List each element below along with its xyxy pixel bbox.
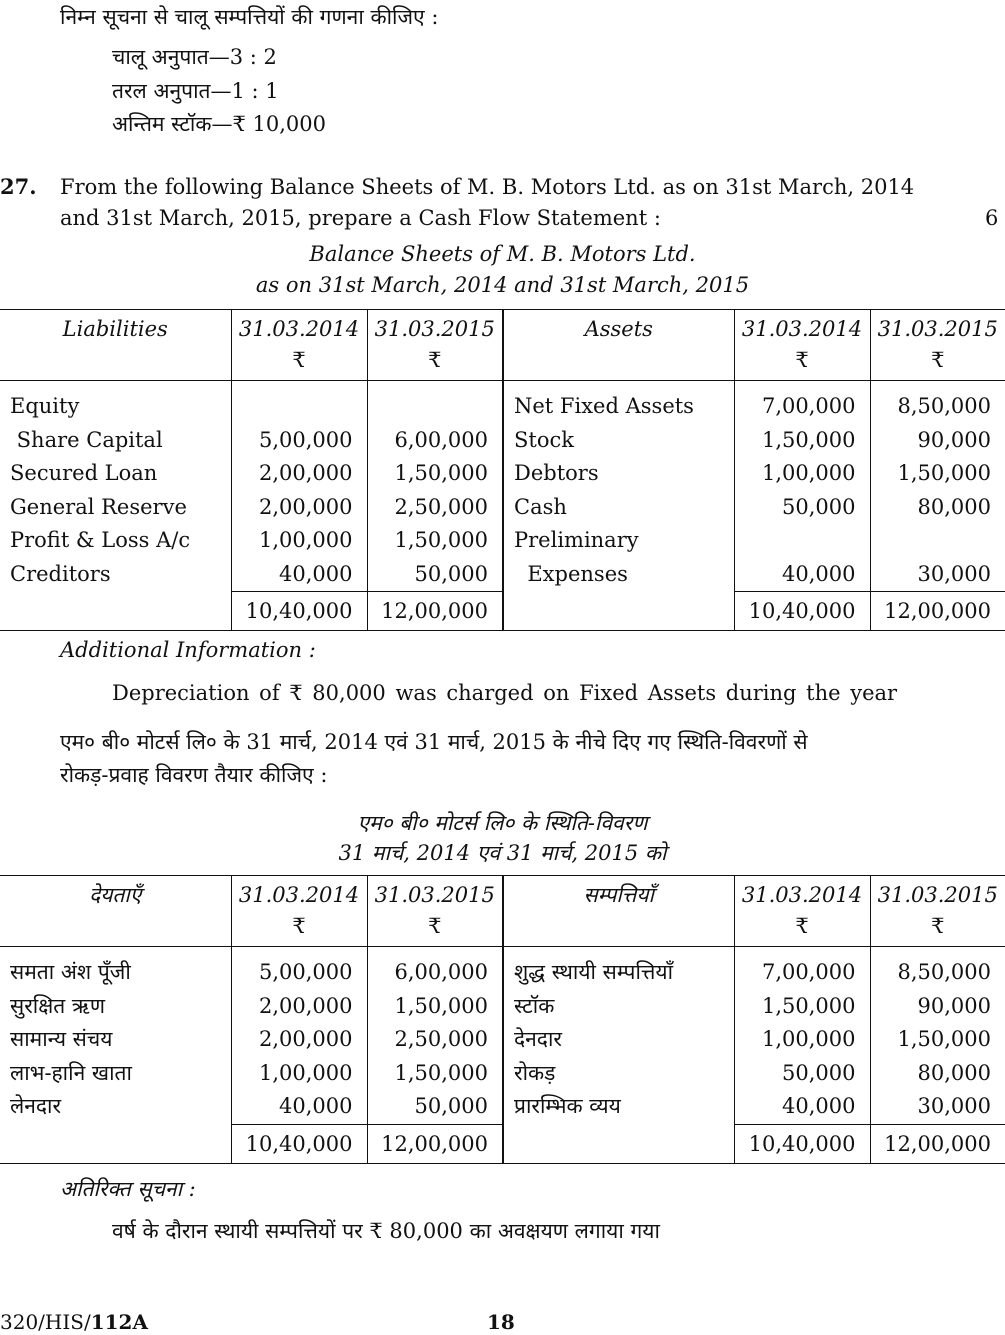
hindi-table-title-2: 31 मार्च, 2014 एवं 31 मार्च, 2015 को (338, 841, 667, 865)
asset-label: Cash (514, 494, 567, 519)
asset-value-2014: 50,000 (782, 494, 856, 519)
hi-assets-column (503, 947, 734, 1125)
header-asset-date-2014: 31.03.2014 ₹ (734, 310, 870, 381)
liability-value-2014: 2,00,000 (258, 461, 353, 485)
liability-value-2014: 1,00,000 (258, 528, 353, 552)
hi-liabilities-2014-column (231, 947, 367, 1125)
liability-label: Share Capital (10, 427, 163, 452)
liability-label: General Reserve (10, 494, 187, 519)
hi-assets-2014-column (734, 947, 870, 1125)
asset-value-2015 (871, 524, 992, 558)
liability-value-2015: 2,50,000 (394, 494, 488, 519)
liability-label: सामान्य संचय (10, 1027, 113, 1051)
hi-additional-info-heading: अतिरिक्त सूचना : (60, 1177, 196, 1201)
liability-value-2015 (368, 390, 489, 424)
hi-additional-info-text: वर्ष के दौरान स्थायी सम्पत्तियों पर ₹ 80,000 का अवक्षयण लगाया गया (112, 1219, 660, 1243)
asset-label: Preliminary (514, 528, 639, 552)
header-liabilities: Liabilities (0, 310, 231, 381)
asset-label: स्टॉक (514, 993, 555, 1018)
liability-value-2015: 1,50,000 (394, 461, 488, 485)
asset-value-2015: 80,000 (917, 1060, 991, 1085)
hi-liabilities-2015-column (367, 947, 503, 1125)
liability-value-2015: 2,50,000 (394, 1027, 488, 1051)
assets-column (503, 381, 734, 592)
asset-value-2014: 1,00,000 (761, 1027, 856, 1051)
hi-total-label-blank (0, 1124, 231, 1163)
asset-value-2014: 40,000 (782, 561, 856, 586)
hi-header-asset-date-2015: 31.03.2015 ₹ (877, 883, 998, 938)
liability-value-2014: 2,00,000 (258, 993, 353, 1018)
hi-total-asset-label-blank (503, 1124, 734, 1163)
liabilities-2015-column (367, 381, 503, 592)
asset-value-2015: 30,000 (917, 1094, 991, 1118)
hi-total-asset-2015: 12,00,000 (870, 1124, 1005, 1163)
liabilities-2014-column (231, 381, 367, 592)
hi-liabilities-column (0, 947, 231, 1125)
current-ratio-item: चालू अनुपात—3 : 2 (112, 45, 277, 69)
liability-value-2015: 1,50,000 (394, 1060, 488, 1085)
asset-value-2015: 80,000 (917, 494, 991, 519)
header-asset-date-2015: 31.03.2015 ₹ (877, 317, 998, 372)
english-balance-sheet (0, 309, 1005, 631)
paper-code: 320/HIS/112A (0, 1310, 148, 1334)
liability-value-2015: 6,00,000 (394, 960, 488, 984)
hindi-table-title-1: एम० बी० मोटर्स लि० के स्थिति-विवरण (357, 811, 648, 835)
hi-total-liab-2015: 12,00,000 (367, 1124, 503, 1163)
liability-value-2014 (232, 390, 353, 424)
liability-value-2015: 6,00,000 (394, 427, 488, 452)
asset-value-2014: 7,00,000 (761, 394, 856, 418)
closing-stock-item: अन्तिम स्टॉक—₹ 10,000 (112, 112, 326, 136)
header-liab-date-2014: 31.03.2014 ₹ (231, 310, 367, 381)
additional-info-heading: Additional Information : (60, 638, 316, 662)
asset-value-2014: 1,50,000 (761, 993, 856, 1018)
hi-header-assets: सम्पत्तियाँ (503, 876, 734, 947)
hi-assets-2015-column (870, 947, 1005, 1125)
liability-value-2014: 5,00,000 (258, 960, 353, 984)
hindi-balance-sheet (0, 875, 1005, 1164)
hindi-instruction-line: निम्न सूचना से चालू सम्पत्तियों की गणना कीजिए : (60, 5, 439, 29)
asset-value-2015: 90,000 (917, 427, 991, 452)
asset-value-2015: 30,000 (917, 561, 991, 586)
total-label-blank (0, 592, 231, 631)
asset-value-2015: 1,50,000 (897, 461, 991, 485)
asset-label: Stock (514, 427, 574, 452)
asset-value-2015: 8,50,000 (897, 394, 991, 418)
liability-label: सुरक्षित ऋण (10, 993, 106, 1018)
header-assets: Assets (503, 310, 734, 381)
liabilities-column (0, 381, 231, 592)
asset-label: शुद्ध स्थायी सम्पत्तियाँ (514, 960, 674, 984)
asset-value-2014: 40,000 (782, 1094, 856, 1118)
liability-label: Profit & Loss A/c (10, 528, 191, 552)
assets-2014-column (734, 381, 870, 592)
total-liab-2014: 10,40,000 (231, 592, 367, 631)
liability-value-2014: 1,00,000 (258, 1060, 353, 1085)
question-number: 27. (0, 174, 37, 199)
asset-value-2014: 7,00,000 (761, 960, 856, 984)
liability-value-2015: 50,000 (414, 1094, 488, 1118)
english-table-title-1: Balance Sheets of M. B. Motors Ltd. (309, 242, 696, 266)
assets-2015-column (870, 381, 1005, 592)
total-asset-label-blank (503, 592, 734, 631)
hi-total-asset-2014: 10,40,000 (734, 1124, 870, 1163)
additional-info-text: Depreciation of ₹ 80,000 was charged on Fixed Assets during the year (112, 681, 898, 705)
liability-value-2015: 1,50,000 (394, 993, 488, 1018)
hindi-question-line-1: एम० बी० मोटर्स लि० के 31 मार्च, 2014 एवं 31 मार्च, 2015 के नीचे दिए गए स्थिति-विवरणों से (60, 730, 808, 754)
liability-label: लाभ-हानि खाता (10, 1060, 132, 1085)
asset-label: Expenses (514, 561, 628, 586)
liability-label: Equity (10, 394, 80, 418)
asset-value-2014: 1,50,000 (761, 427, 856, 452)
asset-value-2014 (735, 524, 856, 558)
liability-value-2014: 40,000 (279, 561, 353, 586)
asset-value-2015: 1,50,000 (897, 1027, 991, 1051)
asset-value-2014: 50,000 (782, 1060, 856, 1085)
asset-label: देनदार (514, 1027, 562, 1051)
liability-value-2014: 2,00,000 (258, 1027, 353, 1051)
liability-label: समता अंश पूँजी (10, 960, 131, 984)
liability-value-2014: 5,00,000 (258, 427, 353, 452)
liability-value-2015: 1,50,000 (394, 528, 488, 552)
liability-value-2015: 50,000 (414, 561, 488, 586)
total-asset-2015: 12,00,000 (870, 592, 1005, 631)
hindi-question-line-2: रोकड़-प्रवाह विवरण तैयार कीजिए : (60, 763, 328, 787)
asset-value-2015: 90,000 (917, 993, 991, 1018)
question-text-line-2: and 31st March, 2015, prepare a Cash Flow Statement : (60, 206, 661, 230)
liability-label: लेनदार (10, 1094, 62, 1118)
hi-header-liabilities: देयताएँ (0, 876, 231, 947)
page-number: 18 (487, 1310, 515, 1334)
english-table-title-2: as on 31st March, 2014 and 31st March, 2015 (255, 273, 750, 297)
asset-label: रोकड़ (514, 1060, 556, 1085)
hi-header-liab-date-2015: 31.03.2015 ₹ (367, 876, 503, 947)
liability-label: Creditors (10, 561, 111, 586)
header-liab-date-2015: 31.03.2015 ₹ (367, 310, 503, 381)
question-text-line-1: From the following Balance Sheets of M. B. Motors Ltd. as on 31st March, 2014 (60, 175, 915, 199)
liability-value-2014: 40,000 (279, 1094, 353, 1118)
total-liab-2015: 12,00,000 (367, 592, 503, 631)
liability-label: Secured Loan (10, 461, 158, 485)
asset-value-2014: 1,00,000 (761, 461, 856, 485)
hi-header-liab-date-2014: 31.03.2014 ₹ (231, 876, 367, 947)
asset-label: Debtors (514, 461, 599, 485)
hi-header-asset-date-2014: 31.03.2014 ₹ (734, 876, 870, 947)
liability-value-2014: 2,00,000 (258, 494, 353, 519)
asset-value-2015: 8,50,000 (897, 960, 991, 984)
asset-label: Net Fixed Assets (514, 394, 694, 418)
question-marks: 6 (985, 206, 999, 230)
total-asset-2014: 10,40,000 (734, 592, 870, 631)
hi-total-liab-2014: 10,40,000 (231, 1124, 367, 1163)
liquid-ratio-item: तरल अनुपात—1 : 1 (112, 79, 279, 103)
asset-label: प्रारम्भिक व्यय (514, 1094, 621, 1118)
